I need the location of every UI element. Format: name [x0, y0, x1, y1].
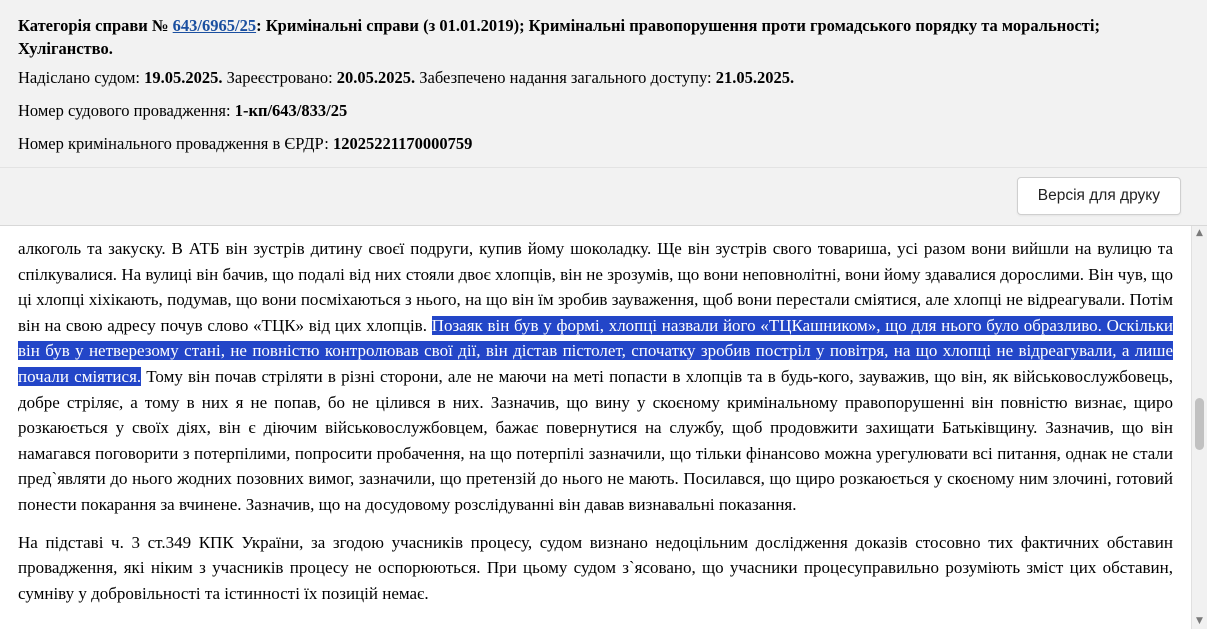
scroll-up-arrow-icon[interactable]: ▲: [1192, 226, 1207, 241]
registered-value: 20.05.2025.: [336, 68, 416, 87]
erdr-proceeding-line: [18, 132, 1189, 155]
case-metadata-panel: [0, 0, 1207, 168]
paragraph-legal-basis: На підставі ч. 3 ст.349 КПК України, за згодою учасників процесу, судом визнано недоцільним дослідження доказів стосовно тих фактичних обставин провадження, які ніким з учасників процесу не оспорюються. При цьому судом з`ясовано, що учасники процесуправильно розуміють зміст цих обставин, сумніву у добровільності та істинності їх позицій немає.: [18, 532, 1173, 603]
sent-value: 19.05.2025.: [144, 68, 223, 87]
print-version-button[interactable]: Версія для друку: [1017, 177, 1181, 215]
document-text-area: [0, 226, 1207, 629]
case-number-link[interactable]: 643/6965/25: [172, 16, 257, 35]
paragraph-testimony: [18, 236, 1173, 518]
case-dates-line: [18, 66, 1189, 89]
court-proceeding-line: [18, 99, 1189, 122]
paragraph-part-1: алкоголь та закуску. В АТБ він зустрів дитину своєї подруги, купив йому шоколадку. Ще він зустрів свого товариша, усі разом вони вийшли на вулицю та спілкувалися. На вулиці він бачив, що подалі від них стояли двоє хлопців, він не зрозумів, що вони неповнолітні, вони йому здавалися дорослими. Він чув, що ці хлопці хіхікають, подумав, що вони посміхаються з нього, на що він їм зробив зауваження, щоб вони перестали сміятися, але хлопці не відреагували. Потім він на свою адресу почув слово «ТЦК» від цих хлопців.: [18, 239, 1173, 335]
case-category-label: Категорія справи №: [18, 16, 173, 35]
scroll-down-arrow-icon[interactable]: ▼: [1192, 614, 1207, 629]
registered-label: Зареєстровано:: [222, 68, 337, 87]
print-toolbar: [0, 168, 1207, 226]
case-category-text: : Кримінальні справи (з 01.01.2019); Кримінальні правопорушення проти громадського порядку та моральності; Хуліганство.: [18, 16, 1100, 58]
erdr-label: Номер кримінального провадження в ЄРДР:: [18, 134, 333, 153]
erdr-value: 12025221170000759: [332, 134, 473, 153]
sent-label: Надіслано судом:: [18, 68, 145, 87]
paragraph-part-2: Тому він почав стріляти в різні сторони, але не маючи на меті попасти в хлопців та в будь-кого, зауважив, що він, як військовослужбовець, добре стріляє, а тому в них я не попав, бо не цілився в них. Зазначив, що вину у скоєному кримінальному правопорушенні він повністю визнає, щиро розкаюється у своїх діях, він є діючим військовослужбовцем, бажає повернутися на службу, щоб продовжити захищати Батьківщину. Зазначив, що він намагався поговорити з потерпілими, попросити пробачення, на що потерпілі зазначили, що тільки фінансово можна урегулювати всі питання, однак не стали пред`являти до нього жодних позовних вимог, зазначили, що претензій до нього не мають. Посилався, що щиро розкаюється у скоєному ним злочині, готовий понести покарання за вчинене. Зазначив, що на досудовому розслідуванні він давав визнавальні показання.: [18, 366, 1173, 514]
court-proceeding-value: 1-кп/643/833/25: [234, 101, 348, 120]
scrollbar-thumb[interactable]: [1195, 398, 1204, 450]
access-value: 21.05.2025.: [715, 68, 795, 87]
vertical-scrollbar[interactable]: [1191, 226, 1207, 629]
highlighted-selection[interactable]: Позаяк він був у формі, хлопці назвали його «ТЦКашником», що для нього було образливо. Оскільки він був у нетверезому стані, не повністю контролював свої дії, він дістав пістолет, спочатку зробив постріл у повітря, на що хлопці не відреагували, а лише почали сміятися.: [18, 315, 1173, 386]
court-proceeding-label: Номер судового провадження:: [18, 101, 235, 120]
case-category-line: [18, 14, 1189, 60]
access-label: Забезпечено надання загального доступу:: [415, 68, 716, 87]
